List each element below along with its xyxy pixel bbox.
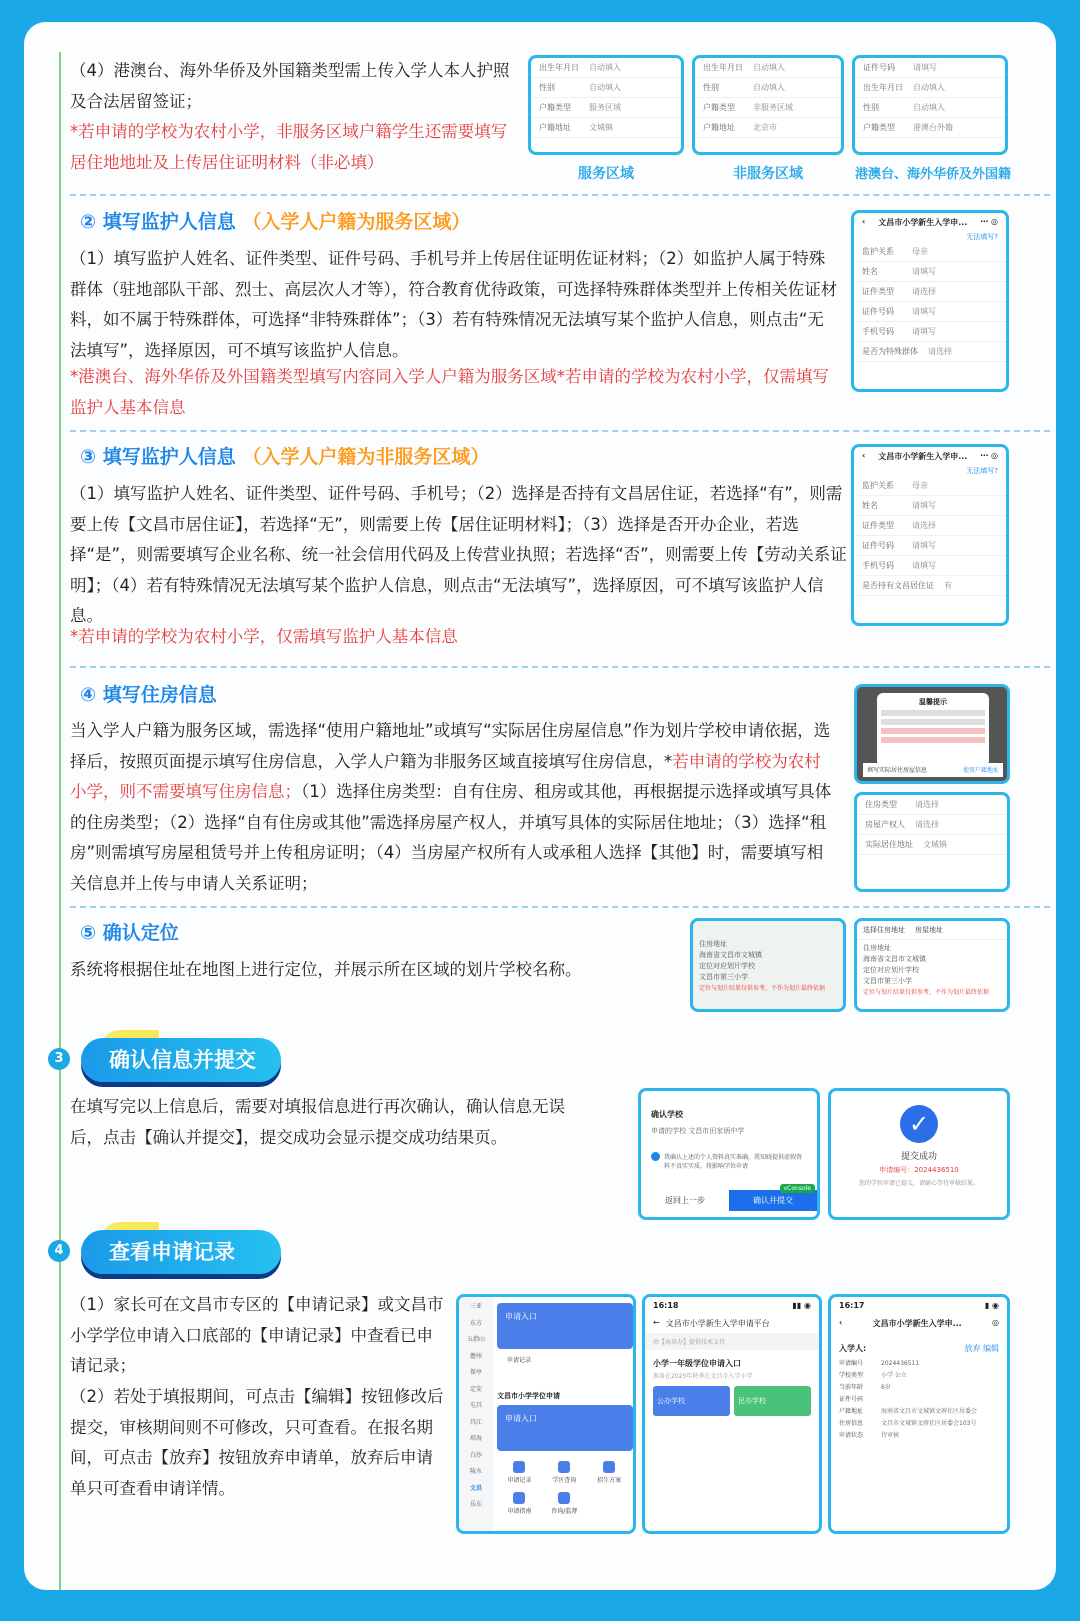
- confirm-submit-button[interactable]: 确认并提交: [729, 1190, 817, 1211]
- city-item[interactable]: 文昌: [469, 1484, 482, 1492]
- s2-title: 填写监护人信息: [102, 211, 236, 233]
- provider-note: 由【海易办】提供技术支持: [645, 1333, 819, 1350]
- s2-heading: [80, 207, 470, 237]
- entry-banner-1[interactable]: 申请入口: [497, 1303, 633, 1349]
- form-row-value: 请选择: [915, 800, 939, 809]
- form-row[interactable]: [855, 78, 1005, 98]
- form-row-value: 请填写: [912, 541, 936, 550]
- form-row-label: 证件类型: [862, 287, 894, 296]
- form-row[interactable]: [695, 98, 841, 118]
- form-row-label: 房屋产权人: [865, 820, 905, 829]
- s4-text: [70, 716, 832, 899]
- form-row-value: 请选择: [912, 287, 936, 296]
- form-row-label: 出生年月日: [539, 63, 579, 72]
- form-row[interactable]: [854, 282, 1006, 302]
- form-row[interactable]: [695, 118, 841, 138]
- dialog-left-button[interactable]: 填写实际居住房屋信息: [867, 767, 928, 774]
- portal-screenshot: [456, 1294, 636, 1534]
- form-row-value: 服务区域: [589, 103, 621, 112]
- platform-screenshot: [642, 1294, 822, 1534]
- form-service-screenshot: [528, 55, 684, 155]
- portal-icon-item[interactable]: [497, 1457, 542, 1488]
- city-item[interactable]: 东方: [469, 1319, 482, 1327]
- success-title: 提交成功: [900, 1152, 937, 1162]
- map-warn: 定位与划片结果仅供参考，不作为划片最终依据: [699, 985, 826, 992]
- form-row-value: 文城镇: [923, 840, 947, 849]
- form-row[interactable]: [855, 98, 1005, 118]
- divider: [70, 430, 1050, 432]
- s2-text: （1）填写监护人姓名、证件类型、证件号码、手机号并上传居住证明佐证材料；（2）如监护人属于特殊群体（驻地部队干部、烈士、高层次人才等），符合教育优待政策，可选择特殊群体类型并上传相关佐证材料，如不属于特殊群体，可选择“非特殊群体”；（3）若有特殊情况无法填写某个监护人信息，则点击“无法填写”，选择原因，可不填写该监护人信息。: [70, 249, 838, 360]
- s4-text-red: 若申请的学校为农村小学，则不需要填写住房信息；: [70, 751, 821, 801]
- s1-note: *若申请的学校为农村小学，非服务区域户籍学生还需要填写居住地地址及上传居住证明材料（非必填）: [70, 122, 508, 172]
- form-row-label: 性别: [863, 103, 879, 112]
- form-row-label: 住房类型: [865, 800, 897, 809]
- form-nonservice-screenshot: [692, 55, 844, 155]
- form-row-value: 非服务区域: [753, 103, 793, 112]
- form-row[interactable]: [857, 795, 1007, 815]
- form-row[interactable]: [857, 815, 1007, 835]
- portal-icon-label: 申请记录: [507, 1477, 532, 1484]
- s3-note: *若申请的学校为农村小学，仅需填写监护人基本信息: [70, 627, 458, 646]
- map-school: 文昌市第三小学: [699, 973, 748, 981]
- guardian-service-screenshot: [851, 210, 1009, 392]
- form-row-value: 请填写: [912, 501, 936, 510]
- form-row[interactable]: [531, 118, 681, 138]
- housing-dialog-screenshot: [854, 684, 1010, 784]
- s4-heading: [80, 680, 217, 710]
- s5-title: 确认定位: [102, 922, 179, 944]
- form-row-value: 自动填入: [589, 83, 621, 92]
- addr-select-value[interactable]: 房屋地址: [915, 926, 943, 934]
- form-row-label: 实际居住地址: [865, 840, 913, 849]
- portal-title: 文昌市小学学位申请: [497, 1392, 560, 1400]
- student-label: 入学人:: [839, 1344, 867, 1353]
- grade1-subtitle: 准备在2025年秋季在文昌市入学小学: [653, 1373, 753, 1380]
- form-row-value: 北京市: [753, 123, 777, 132]
- s2-num: ②: [80, 211, 97, 233]
- form-row-value: 请填写: [913, 63, 937, 72]
- form-row-label: 是否持有文昌居住证: [862, 581, 934, 590]
- form-row-value: 自动填入: [913, 103, 945, 112]
- portal-item-icon: [558, 1461, 570, 1473]
- guardian-nonservice-screenshot: [851, 444, 1009, 626]
- map-screenshot: [690, 918, 846, 1012]
- portal-item-icon: [603, 1461, 615, 1473]
- timeline-line: [59, 52, 61, 1590]
- portal-item-icon: [513, 1492, 525, 1504]
- back-arrow-icon[interactable]: ‹: [862, 451, 866, 460]
- phone-title: 文昌市小学新生入学申...: [878, 218, 968, 227]
- detail-label: 证件号码: [839, 1396, 864, 1403]
- portal-icon-label: 学区查询: [552, 1477, 577, 1484]
- confirm-title: 确认学校: [651, 1110, 683, 1119]
- detail-title: 文昌市小学新生入学申...: [872, 1319, 962, 1328]
- step4-text2: （2）若处于填报期间，可点击【编辑】按钮修改后提交，审核期间则不可修改，只可查看。在报名期间，可点击【放弃】按钮放弃申请单，放弃后申请单只可查看申请详情。: [70, 1387, 444, 1498]
- city-item[interactable]: 儋州: [469, 1352, 482, 1360]
- form-row-label: 手机号码: [862, 327, 894, 336]
- s3-heading: [80, 442, 489, 472]
- form-row-label: 户籍类型: [703, 103, 735, 112]
- form-row-value: 请填写: [912, 267, 936, 276]
- back-button[interactable]: 返回上一步: [665, 1196, 705, 1205]
- step3-number: 3: [48, 1048, 70, 1070]
- city-item[interactable]: 三亚: [469, 1303, 482, 1310]
- addr-warn: 定位与划片结果仅供参考，不作为划片最终依据: [863, 989, 990, 996]
- phone-title: 文昌市小学新生入学申...: [878, 452, 968, 461]
- entry-banner-2[interactable]: 申请入口: [497, 1405, 633, 1451]
- city-item[interactable]: 保亭: [469, 1369, 482, 1376]
- addr-school: 文昌市第三小学: [863, 977, 912, 985]
- step4-title: 查看申请记录: [81, 1230, 281, 1274]
- dialog-title: 温馨提示: [919, 698, 947, 706]
- map-addr-label: 住房地址: [699, 940, 727, 948]
- success-app-no: 申请编号：2024436510: [879, 1166, 959, 1174]
- more-icon[interactable]: ⋯ ◎: [980, 451, 998, 460]
- form-row-label: 监护关系: [862, 481, 894, 490]
- s3-title: 填写监护人信息: [102, 446, 236, 468]
- grade1-title: 小学一年级学位申请入口: [653, 1359, 741, 1368]
- divider: [70, 666, 1050, 668]
- portal-item-icon: [513, 1461, 525, 1473]
- addr-value: 海南省文昌市文城镇: [863, 955, 926, 963]
- housing-form-screenshot: [854, 792, 1010, 892]
- agree-checkbox[interactable]: [651, 1152, 660, 1161]
- form-row-label: 监护关系: [862, 247, 894, 256]
- form-row-label: 姓名: [862, 267, 878, 276]
- form-row[interactable]: [531, 58, 681, 78]
- public-school-button[interactable]: 公办学校: [653, 1386, 730, 1416]
- record-link-1[interactable]: 申请记录: [507, 1357, 532, 1364]
- s5-num: ⑤: [80, 922, 97, 944]
- form-row[interactable]: [854, 576, 1006, 596]
- detail-row: [839, 1358, 999, 1370]
- s1-text: （4）港澳台、海外华侨及外国籍类型需上传入学人本人护照及合法居留签证；: [70, 61, 510, 111]
- form-row[interactable]: [695, 78, 841, 98]
- status-icons: ▮▮ ◉: [792, 1301, 811, 1310]
- step3-title: 确认信息并提交: [81, 1038, 281, 1082]
- form-row-label: 出生年月日: [863, 83, 903, 92]
- form-row-value: 请选择: [912, 521, 936, 530]
- form-row-label: 户籍类型: [539, 103, 571, 112]
- edit-button[interactable]: 编辑: [983, 1344, 999, 1353]
- portal-icon-label: 咨询/监督: [551, 1508, 578, 1515]
- form-row[interactable]: [854, 322, 1006, 342]
- s4-title: 填写住房信息: [102, 684, 217, 706]
- check-icon: ✓: [900, 1105, 938, 1143]
- detail-value: 待审核: [881, 1432, 900, 1439]
- detail-row: [839, 1406, 999, 1418]
- portal-item-icon: [558, 1492, 570, 1504]
- detail-row: [839, 1418, 999, 1430]
- s2-note: *港澳台、海外华侨及外国籍类型填写内容同入学人户籍为服务区域*若申请的学校为农村小学，仅需填写监护人基本信息: [70, 367, 829, 417]
- form-row-value: 自动填入: [913, 83, 945, 92]
- portal-icon-grid: [497, 1457, 633, 1519]
- form-row[interactable]: [854, 516, 1006, 536]
- back-arrow-icon[interactable]: ‹: [862, 217, 866, 226]
- form-row-value: 自动填入: [589, 63, 621, 72]
- portal-icon-item[interactable]: [542, 1457, 587, 1488]
- detail-label: 住房信息: [839, 1420, 864, 1427]
- city-item[interactable]: 定安: [469, 1385, 482, 1393]
- s4-text-a: 当入学人户籍为服务区域，需选择“使用户籍地址”或填写“实际居住房屋信息”作为划片学校申请依据，选择后，按照页面提示填写住房信息，入学人户籍为非服务区域直接填写住房信息，*: [70, 721, 831, 771]
- status-time: 16:18: [653, 1301, 679, 1310]
- close-icon[interactable]: ◎: [992, 1318, 999, 1327]
- city-sidebar: [459, 1297, 493, 1531]
- form-row[interactable]: [854, 262, 1006, 282]
- form-row-value: 请填写: [912, 327, 936, 336]
- private-school-button[interactable]: 民办学校: [734, 1386, 811, 1416]
- portal-icon-label: 申请指南: [507, 1508, 532, 1515]
- caption-nonservice: 非服务区域: [733, 166, 803, 182]
- form-row-label: 证件号码: [863, 63, 895, 72]
- divider: [70, 194, 1050, 196]
- form-row[interactable]: [854, 242, 1006, 262]
- form-row-label: 户籍地址: [539, 123, 571, 132]
- form-row[interactable]: [854, 536, 1006, 556]
- form-row[interactable]: [854, 556, 1006, 576]
- status-time: 16:17: [839, 1301, 865, 1310]
- detail-value: 2024436511: [881, 1360, 920, 1367]
- cannot-fill-link[interactable]: 无法填写?: [966, 467, 998, 475]
- form-row-value: 请选择: [928, 347, 952, 356]
- s4-num: ④: [80, 684, 97, 706]
- s2-subtitle: （入学人户籍为服务区域）: [242, 211, 471, 233]
- form-row-value: 有: [944, 581, 952, 590]
- city-item[interactable]: 五指山: [466, 1336, 485, 1343]
- form-row-label: 证件号码: [862, 307, 894, 316]
- s3-subtitle: （入学人户籍为非服务区域）: [242, 446, 490, 468]
- status-icons: ▮ ◉: [984, 1301, 999, 1310]
- form-row-value: 自动填入: [753, 63, 785, 72]
- detail-value: 小学 公立: [881, 1372, 907, 1379]
- form-row[interactable]: [855, 58, 1005, 78]
- dialog-right-button[interactable]: 使用户籍地址: [962, 767, 999, 774]
- step3-text: 在填写完以上信息后，需要对填报信息进行再次确认，确认信息无误后，点击【确认并提交】，提交成功会显示提交成功结果页。: [70, 1097, 565, 1147]
- confirm-apply-school: 申请的学校 文昌市田家炳中学: [651, 1127, 745, 1135]
- success-note: 您的学位申请已提交，请耐心等待审核结果。: [858, 1180, 979, 1187]
- detail-label: 学校类型: [839, 1372, 864, 1379]
- portal-icon-label: 招生方案: [597, 1477, 622, 1484]
- form-row-value: 文城镇: [589, 123, 613, 132]
- form-row[interactable]: [854, 476, 1006, 496]
- form-row-label: 证件类型: [862, 521, 894, 530]
- form-row-label: 户籍类型: [863, 123, 895, 132]
- form-row-value: 母亲: [912, 247, 928, 256]
- city-item[interactable]: 乐东: [469, 1501, 482, 1508]
- form-row[interactable]: [854, 302, 1006, 322]
- form-row-value: 请填写: [912, 307, 936, 316]
- form-row[interactable]: [531, 78, 681, 98]
- step4-number: 4: [48, 1240, 70, 1262]
- caption-foreign: 港澳台、海外华侨及外国籍: [854, 167, 1011, 182]
- s5-heading: [80, 918, 179, 948]
- form-row-label: 姓名: [862, 501, 878, 510]
- more-icon[interactable]: ⋯ ◎: [980, 217, 998, 226]
- address-screenshot: [854, 918, 1010, 1012]
- s5-text: 系统将根据住址在地图上进行定位，并展示所在区域的划片学校名称。: [70, 960, 582, 979]
- detail-row: [839, 1394, 999, 1406]
- portal-icon-item[interactable]: [497, 1488, 542, 1519]
- caption-service: 服务区域: [578, 166, 634, 182]
- detail-row: [839, 1430, 999, 1442]
- map-addr: 海南省文昌市文城镇: [699, 951, 762, 959]
- form-row-value: 请选择: [915, 820, 939, 829]
- form-row-label: 性别: [703, 83, 719, 92]
- detail-row: [839, 1382, 999, 1394]
- addr-school-label: 定位对应划片学校: [863, 966, 919, 974]
- s3-text: （1）填写监护人姓名、证件类型、证件号码、手机号；（2）选择是否持有文昌居住证，若选择“有”，则需要上传【文昌市居住证】，若选择“无”，则需要上传【居住证明材料】；（3）选择是否开办企业，若选择“是”，则需要填写企业名称、统一社会信用代码及上传营业执照；若选择“否”，则需要上传【劳动关系证明】；（4）若有特殊情况无法填写某个监护人信息，则点击“无法填写”，选择原因，可不填写该监护人信息。: [70, 484, 847, 625]
- form-row[interactable]: [857, 835, 1007, 855]
- addr-label: 住房地址: [863, 944, 891, 952]
- detail-rows: [831, 1358, 1007, 1442]
- detail-row: [839, 1370, 999, 1382]
- form-row-label: 手机号码: [862, 561, 894, 570]
- detail-label: 户籍地址: [839, 1408, 864, 1415]
- form-row-label: 性别: [539, 83, 555, 92]
- form-row-label: 出生年月日: [703, 63, 743, 72]
- map-school-label: 定位对应划片学校: [699, 962, 755, 970]
- form-row-value: 母亲: [912, 481, 928, 490]
- detail-label: 申请编号: [839, 1360, 864, 1367]
- city-item[interactable]: 白沙: [469, 1451, 482, 1459]
- city-item[interactable]: 屯昌: [469, 1402, 482, 1409]
- city-item[interactable]: 陵水: [469, 1468, 482, 1475]
- addr-select-label: 选择住房地址: [863, 926, 905, 934]
- success-screenshot: [828, 1088, 1010, 1220]
- portal-icon-item[interactable]: [587, 1457, 632, 1488]
- agree-text: 我确认上述的个人资料真实准确，我知晓提供虚假资料不真实实质，将影响学位申请: [664, 1154, 803, 1170]
- s3-num: ③: [80, 446, 97, 468]
- giveup-button[interactable]: 放弃: [964, 1344, 981, 1353]
- form-row[interactable]: [854, 342, 1006, 362]
- form-row-label: 是否为特殊群体: [862, 347, 918, 356]
- form-foreign-screenshot: [852, 55, 1008, 155]
- s4-text-b: （1）选择住房类型：自有住房、租房或其他，再根据提示选择或填写具体的住房类型；（2）选择“自有住房或其他”需选择房屋产权人，并填写具体的实际居住地址；（3）选择“租房”则需填写房屋租赁号并上传租房证明；（4）当房屋产权所有人或承租人选择【其他】时，需要填写相关信息并上传与申请人关系证明；: [70, 782, 832, 893]
- form-row[interactable]: [695, 58, 841, 78]
- city-item[interactable]: 琼海: [469, 1435, 482, 1442]
- detail-value: 海南省文昌市文城镇文府社区居委会: [881, 1408, 978, 1415]
- form-row-label: 户籍地址: [703, 123, 735, 132]
- form-row-label: 证件号码: [862, 541, 894, 550]
- form-row[interactable]: [531, 98, 681, 118]
- form-row-value: 请填写: [912, 561, 936, 570]
- back-arrow-icon[interactable]: ‹: [839, 1318, 843, 1327]
- portal-icon-item[interactable]: [542, 1488, 587, 1519]
- city-item[interactable]: 昌江: [469, 1418, 482, 1426]
- detail-value: 文昌市文城镇文府社区居委会103号: [881, 1420, 977, 1427]
- divider: [70, 906, 1050, 908]
- detail-value: 6岁: [881, 1384, 891, 1391]
- form-row[interactable]: [854, 496, 1006, 516]
- back-arrow-icon[interactable]: ←: [653, 1318, 660, 1327]
- guide-card: [24, 22, 1056, 1590]
- confirm-screenshot: [638, 1088, 820, 1220]
- record-detail-screenshot: [828, 1294, 1010, 1534]
- form-row-value: 港澳台外籍: [913, 123, 953, 132]
- form-row-value: 自动填入: [753, 83, 785, 92]
- step4-text1: （1）家长可在文昌市专区的【申请记录】或文昌市小学学位申请入口底部的【申请记录】中查看已申请记录；: [70, 1295, 444, 1375]
- form-row[interactable]: [855, 118, 1005, 138]
- cannot-fill-link[interactable]: 无法填写?: [966, 233, 998, 241]
- vconsole-badge[interactable]: vConsole: [780, 1184, 815, 1193]
- platform-title: 文昌市小学新生入学申请平台: [665, 1319, 770, 1328]
- detail-label: 申请状态: [839, 1432, 864, 1439]
- detail-label: 当前年龄: [839, 1384, 864, 1391]
